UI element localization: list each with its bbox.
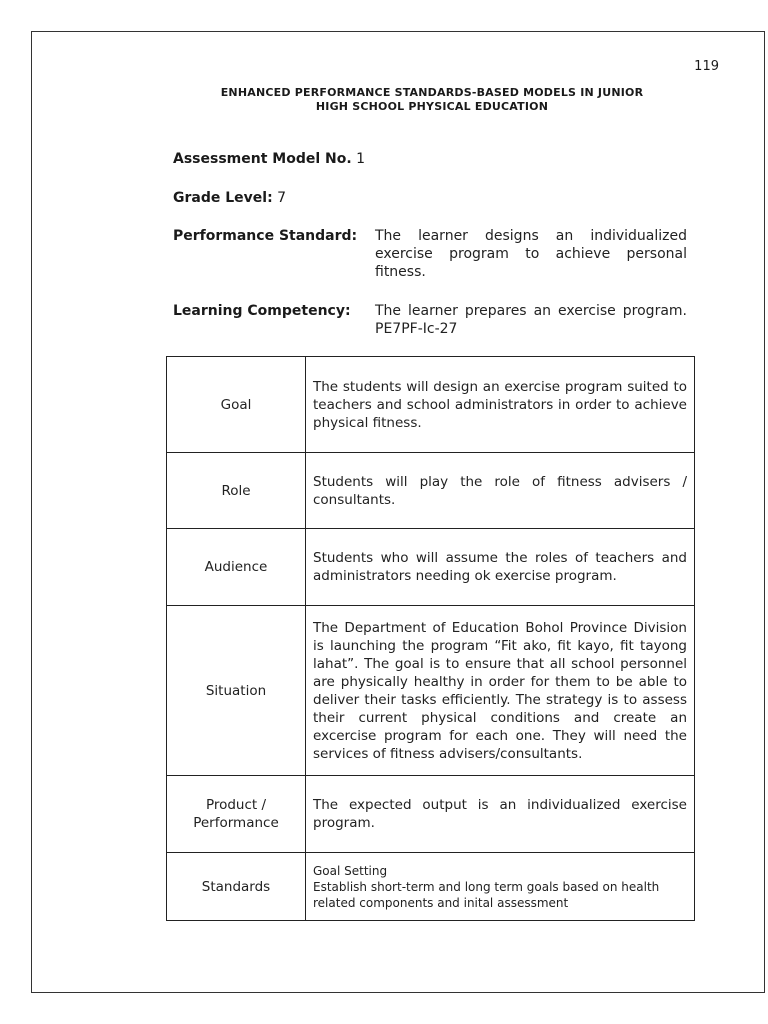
assessment-model-label: Assessment Model No. [173, 151, 352, 167]
table-row-key: Audience [167, 529, 306, 606]
page-number: 119 [694, 59, 719, 74]
assessment-model-field [173, 150, 365, 168]
heading-line-1: ENHANCED PERFORMANCE STANDARDS-BASED MODELS IN JUNIOR [220, 86, 644, 99]
table-row-key: Product / Performance [167, 776, 306, 853]
standards-line-1: Goal Setting [313, 863, 388, 878]
table-row [167, 853, 695, 921]
table-row [167, 453, 695, 529]
table-row [167, 776, 695, 853]
table-row-key: Situation [167, 606, 306, 776]
table-row-value: The Department of Education Bohol Province Division is launching the program “Fit ako, fit kayo, fit tayong lahat”. The goal is to ensure that all school personnel are physically healthy in order for them to be able to deliver their tasks efficiently. The strategy is to assess their current physical conditions and create an excercise program for each one. They will need the services of fitness advisers/consultants. [306, 606, 695, 776]
table-row [167, 357, 695, 453]
grasps-table [166, 356, 695, 921]
standards-line-2: Establish short-term and long term goals based on health related components and inital assessment [313, 879, 660, 910]
performance-standard-label [173, 227, 357, 245]
grade-level-value: 7 [277, 190, 287, 206]
table-row-value: The students will design an exercise program suited to teachers and school administrators in order to achieve physical fitness. [306, 357, 695, 453]
grade-level-field [173, 189, 286, 207]
table-row-value: Students will play the role of fitness advisers / consultants. [306, 453, 695, 529]
table-row-value [306, 853, 695, 921]
assessment-model-value: 1 [356, 151, 366, 167]
table-row-key: Standards [167, 853, 306, 921]
document-page [31, 31, 765, 993]
heading-line-2: HIGH SCHOOL PHYSICAL EDUCATION [315, 100, 549, 113]
performance-standard-label-text: Performance Standard: [173, 228, 358, 244]
table-row [167, 529, 695, 606]
table-row [167, 606, 695, 776]
learning-competency-label [173, 302, 351, 320]
document-heading [172, 86, 692, 114]
grade-level-label: Grade Level: [173, 190, 273, 206]
table-row-value: The expected output is an individualized exercise program. [306, 776, 695, 853]
learning-competency-label-text: Learning Competency: [173, 303, 351, 319]
table-row-key: Goal [167, 357, 306, 453]
table-row-value: Students who will assume the roles of teachers and administrators needing ok exercise program. [306, 529, 695, 606]
performance-standard-text: The learner designs an individualized exercise program to achieve personal fitness. [375, 228, 687, 280]
table-row-key: Role [167, 453, 306, 529]
learning-competency-text: The learner prepares an exercise program. PE7PF-Ic-27 [375, 303, 687, 337]
